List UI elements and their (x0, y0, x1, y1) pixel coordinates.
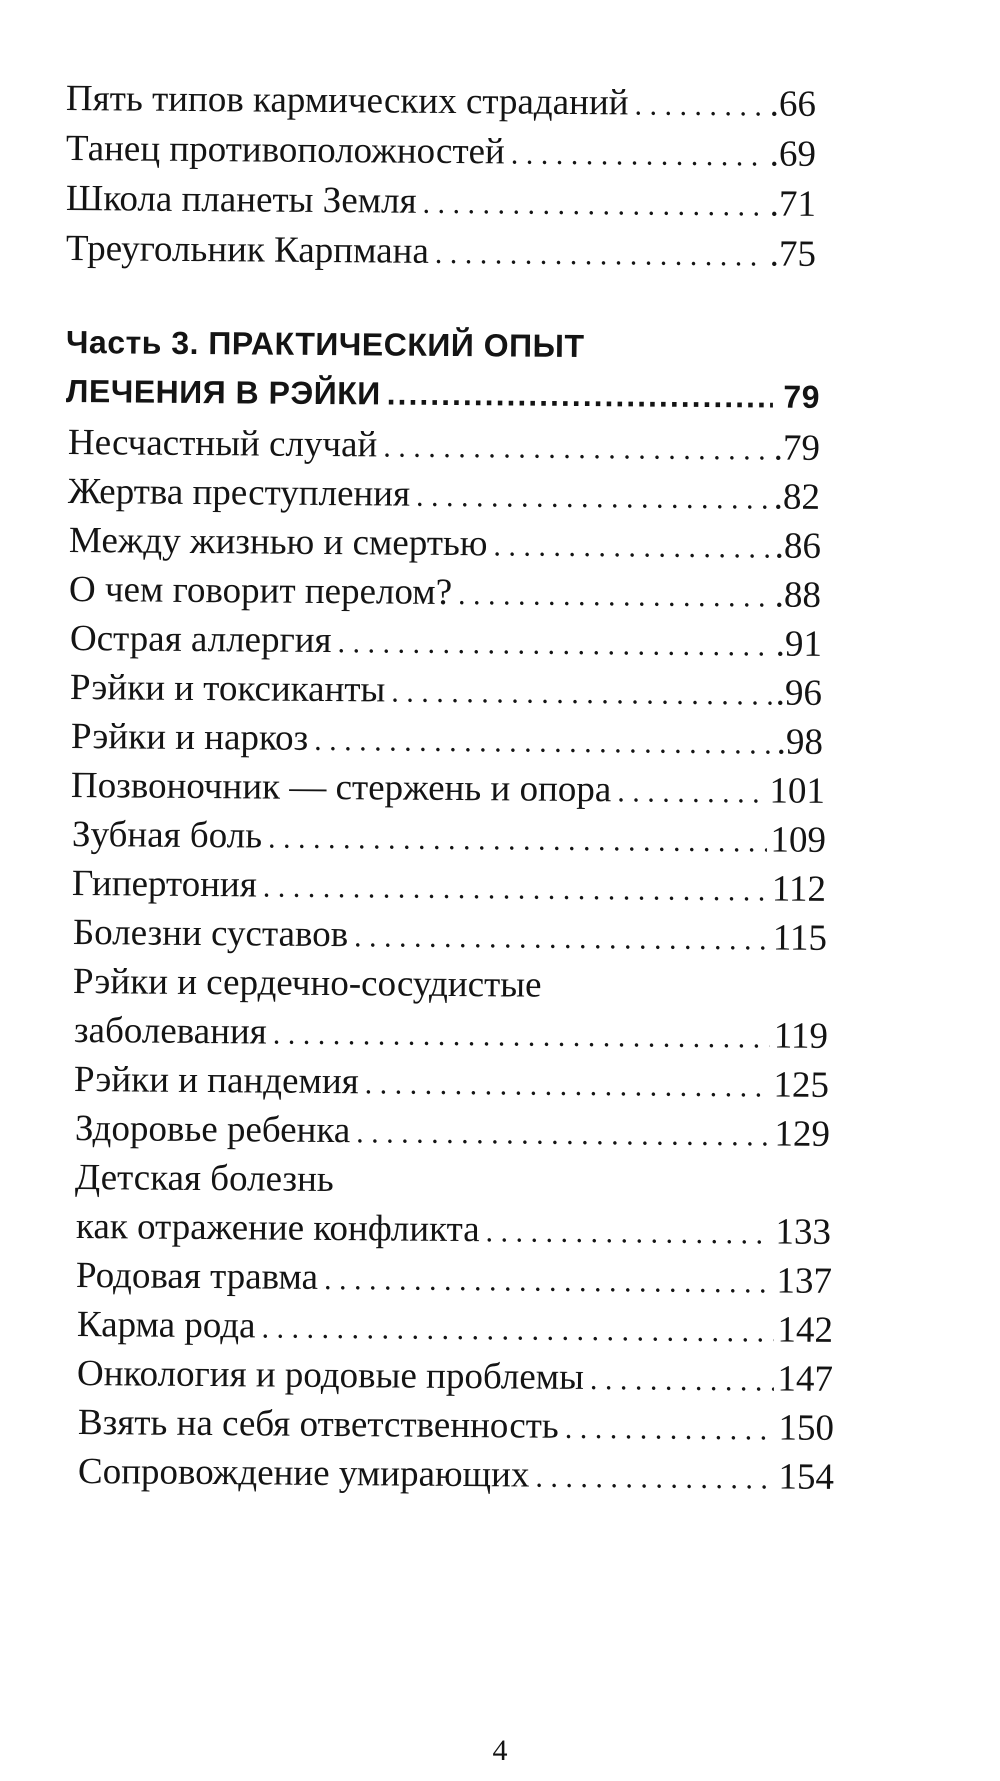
dot-leader (387, 378, 774, 413)
toc-entry (71, 718, 823, 761)
toc-entry-page: 147 (777, 1358, 834, 1400)
toc-entry-page: .69 (769, 133, 817, 175)
toc-entry-page: .71 (769, 183, 817, 225)
toc-entry-title: Зубная боль (71, 814, 263, 857)
toc-entry (72, 816, 826, 859)
toc-entry-title: Треугольник Карпмана (65, 228, 430, 272)
dot-leader (314, 726, 773, 760)
toc-entry (78, 1404, 834, 1447)
part-heading-line1: Часть 3. ПРАКТИЧЕСКИЙ ОПЫТ (65, 324, 585, 365)
toc-entry (69, 522, 821, 565)
toc-entry-title: Сопровождение умирающих (77, 1451, 530, 1496)
toc-entry-page: 112 (771, 868, 827, 910)
toc-entry-page: 129 (774, 1113, 831, 1155)
dot-leader (391, 678, 772, 711)
toc-entry-title: Рэйки и пандемия (73, 1059, 359, 1103)
toc-entry-title: О чем говорит перелом? (68, 569, 453, 614)
toc-entry (76, 1208, 831, 1251)
toc-entry-page: .86 (774, 525, 822, 567)
toc-entry-page: .91 (775, 623, 823, 665)
dot-leader (617, 777, 765, 808)
toc-entry-page: 119 (773, 1015, 829, 1057)
toc-entry-page: .75 (769, 233, 817, 275)
toc-entry-page: 101 (769, 770, 826, 812)
toc-entry-title: как отражение конфликта (75, 1206, 480, 1251)
toc-entry-page: 137 (776, 1260, 833, 1302)
toc-entry-page: .66 (769, 83, 817, 125)
dot-leader (416, 482, 770, 515)
toc-entry-title: Онкология и родовые проблемы (76, 1353, 585, 1398)
toc-entry-page: .79 (773, 427, 821, 469)
toc-entry-title: Рэйки и наркоз (70, 716, 309, 759)
dot-leader (634, 90, 765, 121)
toc-entry-title: Здоровье ребенка (74, 1108, 351, 1152)
toc-entry-title: Между жизнью и смертью (68, 520, 488, 565)
dot-leader (268, 824, 767, 858)
dot-leader (565, 1414, 775, 1446)
part-heading-page: 79 (783, 378, 821, 415)
dot-leader (485, 1217, 771, 1249)
toc-entry-title: Карма рода (76, 1304, 256, 1347)
dot-leader (354, 922, 769, 955)
toc-entry (74, 1061, 829, 1104)
page-number: 4 (492, 1734, 508, 1767)
toc-entry (68, 424, 820, 467)
toc-entry (68, 473, 820, 516)
toc-entry-title: Танец противоположностей (65, 128, 505, 173)
dot-leader (365, 1069, 770, 1102)
toc-entry-page: .96 (775, 672, 823, 714)
toc-entry-page: 115 (772, 917, 828, 959)
toc-entry-title: Болезни суставов (72, 912, 349, 956)
toc-entry-title: Родовая травма (75, 1255, 319, 1298)
toc-entry-page: .88 (774, 574, 822, 616)
toc-entry-title: Взять на себя ответственность (77, 1402, 559, 1447)
toc-entry-title: Острая аллергия (69, 618, 332, 662)
dot-leader (422, 189, 765, 222)
toc-entry-title: Гипертония (71, 863, 257, 906)
toc-entry (66, 230, 816, 273)
toc-entry-title-line1: Рэйки и сердечно-сосудистые (72, 961, 542, 1006)
dot-leader (493, 531, 770, 563)
toc-entry-page: 142 (777, 1309, 834, 1351)
part-heading-entry (66, 375, 820, 413)
dot-leader (273, 1020, 770, 1054)
toc-entry (78, 1453, 834, 1496)
dot-leader (263, 872, 768, 906)
dot-leader (435, 239, 766, 272)
toc-entry (66, 130, 816, 173)
part-heading-line2: ЛЕЧЕНИЯ В РЭЙКИ (65, 373, 381, 412)
dot-leader (356, 1118, 770, 1151)
toc-entry (69, 571, 821, 614)
toc-entry-title: Позвоночник — стержень и опора (70, 765, 612, 811)
toc-entry (70, 669, 822, 712)
toc-entry-page: .98 (776, 721, 824, 763)
toc-entry-page: .82 (773, 476, 821, 518)
dot-leader (261, 1313, 773, 1347)
toc-entry (77, 1355, 833, 1398)
toc-entry-title: Жертва преступления (67, 471, 411, 515)
toc-entry (77, 1306, 833, 1349)
toc-entry-title: заболевания (73, 1010, 267, 1053)
toc-entry-title: Школа планеты Земля (65, 178, 417, 222)
dot-leader (337, 628, 771, 661)
toc-entry (75, 1110, 830, 1153)
toc-entry (73, 914, 827, 957)
toc-entry-title: Пять типов кармических страданий (65, 78, 629, 124)
toc-entry-title: Рэйки и токсиканты (69, 667, 386, 711)
dot-leader (590, 1365, 774, 1396)
toc-entry (76, 1257, 832, 1300)
toc-entry (74, 1012, 828, 1055)
toc-entry (70, 620, 822, 663)
dot-leader (458, 580, 771, 612)
toc-entry-page: 109 (770, 819, 827, 861)
dot-leader (535, 1463, 774, 1495)
toc-entry-title: Несчастный случай (67, 422, 378, 466)
toc-entry (66, 180, 816, 223)
dot-leader (324, 1265, 773, 1299)
toc-entry (71, 767, 825, 810)
dot-leader (383, 432, 770, 465)
toc-entry (66, 80, 816, 123)
toc-entry-title-line1: Детская болезнь (74, 1157, 334, 1201)
toc-entry-page: 154 (778, 1456, 835, 1498)
toc-entry-page: 125 (773, 1064, 830, 1106)
toc-entry-page: 150 (778, 1407, 835, 1449)
toc-entry (72, 865, 826, 908)
toc-entry-page: 133 (775, 1211, 832, 1253)
dot-leader (511, 139, 766, 171)
